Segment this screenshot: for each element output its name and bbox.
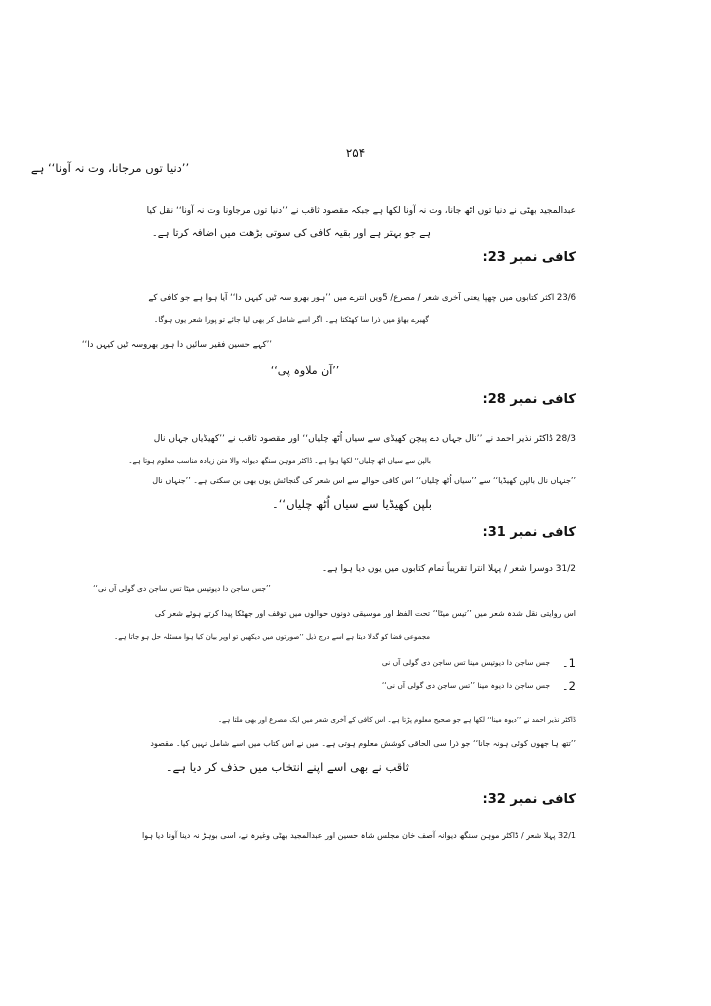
paragraph-line: بلپن کھیڈیا سے سیاں اُٹھ چلیاں‘‘۔ (272, 497, 432, 511)
paragraph-line: 31/2 دوسرا شعر / پہلا انترا تقریباً تمام کتابوں میں یوں دیا ہوا ہے۔ (321, 564, 576, 574)
list-number: 1۔ (561, 656, 576, 670)
section-heading: کافی نمبر 28: (482, 392, 576, 407)
paragraph-line: ثاقب نے بھی اسے اپنے انتخاب میں حذف کر دیا ہے۔ (165, 760, 409, 774)
quoted-verse: ’’آن ملاوہ پی‘‘ (270, 364, 340, 377)
paragraph-line: ’’جنہاں نال بالپن کھیڈیا‘‘ سے ’’سیاں اُٹھ چلیاں‘‘ اس کافی حوالے سے اس شعر کی گنجائش یوں بھی بن سکتی ہے۔ ’’جنہاں نال (152, 476, 576, 485)
page-number: ۲۵۴ (345, 146, 366, 160)
quoted-verse: ’’جس ساجن دا دیوتیس میٹا تس ساجن دی گولی آں نی‘‘ (93, 584, 271, 593)
quoted-verse: ’’دنیا توں مرجانا، وت نہ آونا‘‘ ہے (30, 161, 190, 175)
section-heading: کافی نمبر 31: (482, 525, 576, 540)
list-number: 2۔ (561, 679, 576, 693)
paragraph-line: ’’تتھ ہا جھوں کوئی ہونہ جانا‘‘ جو ذرا سی الحاقی کوشش معلوم ہوتی ہے۔ میں نے اس کتاب میں اسے شامل نہیں کیا۔ مقصود (150, 739, 576, 748)
paragraph-line: 28/3 ڈاکٹر نذیر احمد نے ’’نال جہاں دے پیچن کھیڈی سے سیاں اُٹھ چلیاں‘‘ اور مقصود ثاقب نے ’’کھیڈیاں جہاں نال (153, 434, 576, 444)
paragraph-line: جس ساجن دا دیوتیس مینا تس ساجن دی گولی آں نی (381, 658, 550, 667)
paragraph-line: جس ساجن دا دیوہ مینا ’’تس ساجن دی گولی آں نی‘‘ (381, 681, 550, 690)
paragraph-line: 23/6 اکثر کتابوں میں چھپا یعنی آخری شعر / مصرع/ 5ویں انترے میں ’’ہور بھرو سہ ٹیں کیہں دا‘‘ آیا ہوا ہے جو کافی کے (148, 293, 576, 303)
section-heading: کافی نمبر 23: (482, 250, 576, 265)
paragraph-line: بالپن سے سیاں اٹھ چلیاں‘‘ لکھا ہوا ہے۔ ڈاکٹر موہن سنگھ دیوانہ والا متن زیادہ مناسب معلوم ہوتا ہے۔ (128, 457, 431, 465)
section-heading: کافی نمبر 32: (482, 792, 576, 807)
paragraph-line: 32/1 پہلا شعر / ڈاکٹر موہن سنگھ دیوانہ آصف خان مجلس شاہ حسین اور عبدالمجید بھٹی وغیرہ نے، اسی بوہڑ نہ دینا آونا دیا ہوا (142, 831, 576, 840)
paragraph-line: عبدالمجید بھٹی نے دنیا توں اٹھ جانا، وت نہ آونا لکھا ہے جبکہ مقصود ثاقب نے ’’دنیا توں مرجاونا وت نہ آونا‘‘ نقل کیا (146, 206, 576, 216)
quoted-verse: ’’کہے حسین فقیر سائیں دا ہور بھروسہ ٹیں کیہں دا‘‘ (81, 340, 272, 350)
paragraph-line: ہے جو بہتر ہے اور بقیہ کافی کی سوتی بڑھت میں اضافہ کرتا ہے۔ (151, 228, 431, 239)
paragraph-line: مجموعی فضا کو گدلا دیتا ہے اسے درج ذیل ’’صورتوں میں دیکھیں تو اوپر بیان کیا ہوا مسئلہ حل ہو جاتا ہے۔ (114, 633, 430, 641)
paragraph-line: ڈاکٹر نذیر احمد نے ’’دیوہ مینا‘‘ لکھا ہے جو صحیح معلوم پڑتا ہے۔ اس کافی کے آخری شعر میں ایک مصرع اور بھی ملتا ہے۔ (217, 716, 576, 724)
paragraph-line: گھبرے بھاؤ میں ذرا سا کھٹکتا ہے۔ اگر اسے شامل کر بھی لیا جائے تو پورا شعر یوں ہوگا۔ (153, 315, 429, 324)
paragraph-line: اس روایتی نقل شدہ شعر میں ’’تیس میٹا‘‘ تحت الفظ اور موسیقی دونوں حوالوں میں توقف اور جھٹکا پیدا کرتے ہوئے شعر کی (154, 609, 576, 618)
